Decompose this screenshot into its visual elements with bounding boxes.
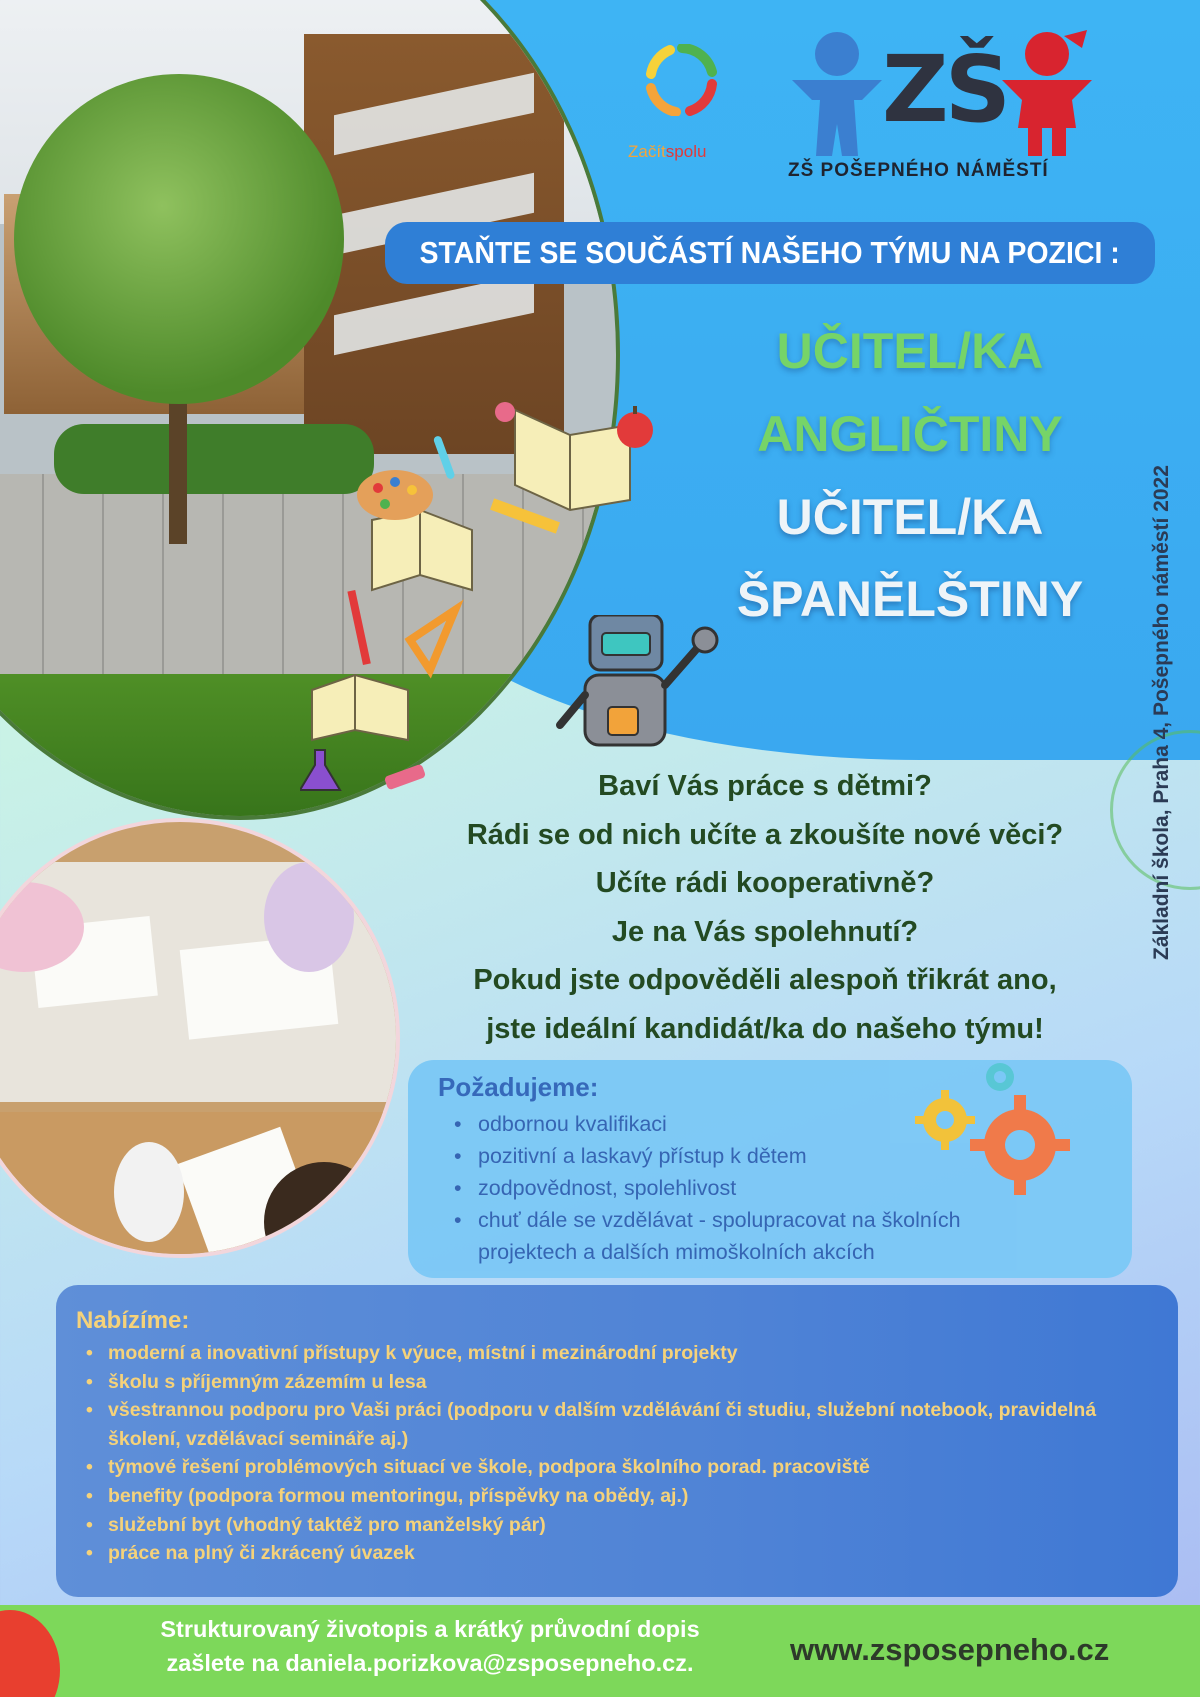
test-tube-icon <box>433 435 456 480</box>
palette-icon <box>357 470 433 520</box>
book-icon <box>372 510 472 590</box>
offer-box <box>56 1285 1178 1597</box>
apple-icon <box>617 406 653 448</box>
position-line-1: UČITEL/KA <box>776 323 1044 379</box>
zacit-spolu-label <box>628 142 706 162</box>
flask-icon <box>300 750 340 790</box>
zacit-spolu-logo <box>628 44 738 174</box>
question-line: Rádi se od nich učíte a zkoušíte nové věci? <box>466 818 1064 851</box>
position-line-3: UČITEL/KA <box>776 489 1044 545</box>
school-logo <box>782 28 1102 198</box>
question-line: Pokud jste odpověděli alespoň třikrát ano, <box>473 964 1057 996</box>
flask-icon <box>495 402 515 422</box>
boy-figure-icon <box>782 28 892 158</box>
offer-item: • benefity (podpora formou mentoringu, příspěvky na obědy, aj.) <box>82 1482 1162 1511</box>
requirement-item: • chuť dále se vzdělávat - spolupracovat na školních projektech a dalších mimoškolních akcích <box>448 1204 1008 1268</box>
classroom-photo <box>0 818 400 1258</box>
girl-figure-icon <box>992 28 1102 158</box>
question-line: Je na Vás spolehnutí? <box>611 915 919 948</box>
footer-line-1: Strukturovaný životopis a krátký průvodní dopis <box>160 1616 700 1642</box>
zacit-word: Začít <box>628 142 666 161</box>
offer-item: • školu s příjemným zázemím u lesa <box>82 1368 1162 1397</box>
website-link[interactable]: www.zsposepneho.cz <box>790 1632 1110 1667</box>
triangle-icon <box>410 610 455 670</box>
offer-item: • práce na plný či zkrácený úvazek <box>82 1539 1162 1568</box>
offer-item: • moderní a inovativní přístupy k výuce, místní i mezinárodní projekty <box>82 1339 1162 1368</box>
gears-icon <box>900 1055 1080 1195</box>
position-line-2: ANGLIČTINY <box>757 406 1063 462</box>
school-logo-letters: ZŠ <box>882 36 1007 143</box>
footer-line-2[interactable]: zašlete na daniela.porizkova@zsposepneho.cz. <box>166 1650 694 1676</box>
school-logo-caption: ZŠ POŠEPNÉHO NÁMĚSTÍ <box>788 160 1049 181</box>
question-line: jste ideální kandidát/ka do našeho týmu! <box>486 1012 1044 1045</box>
position-banner <box>385 222 1155 284</box>
offer-item: • služební byt (vhodný taktéž pro manželský pár) <box>82 1511 1162 1540</box>
footer-contact-text <box>120 1612 740 1680</box>
spolu-word: spolu <box>665 142 707 161</box>
offer-list <box>82 1339 1162 1568</box>
ruler-icon <box>490 498 560 533</box>
requirement-item: • odbornou kvalifikaci <box>448 1108 1008 1140</box>
robot-illustration <box>550 615 730 765</box>
question-line: Baví Vás práce s dětmi? <box>598 770 932 802</box>
requirements-title: Požadujeme: <box>438 1072 599 1102</box>
school-address-vertical: Základní škola, Praha 4, Pošepného náměstí 2022 <box>1150 465 1173 960</box>
zacit-spolu-ring-icon <box>646 44 718 116</box>
requirement-item: • pozitivní a laskavý přístup k dětem <box>448 1140 1008 1172</box>
offer-title: Nabízíme: <box>76 1307 190 1334</box>
book-icon <box>515 410 630 510</box>
question-line: Učíte rádi kooperativně? <box>595 867 935 899</box>
banner-text: STAŇTE SE SOUČÁSTÍ NAŠEHO TÝMU NA POZICI : <box>419 235 1121 270</box>
questions-block <box>400 762 1130 1053</box>
position-line-4: ŠPANĚLŠTINY <box>736 571 1084 627</box>
book-icon <box>312 675 408 740</box>
offer-item: • týmové řešení problémových situací ve škole, podpora školního porad. pracoviště <box>82 1453 1162 1482</box>
offer-item: • všestrannou podporu pro Vaši práci (podporu v dalším vzdělávání či studiu, služební notebook, pravidelná školení, vzdělávací semináře aj.) <box>82 1396 1162 1453</box>
brush-icon <box>347 590 370 665</box>
requirement-item: • zodpovědnost, spolehlivost <box>448 1172 1008 1204</box>
